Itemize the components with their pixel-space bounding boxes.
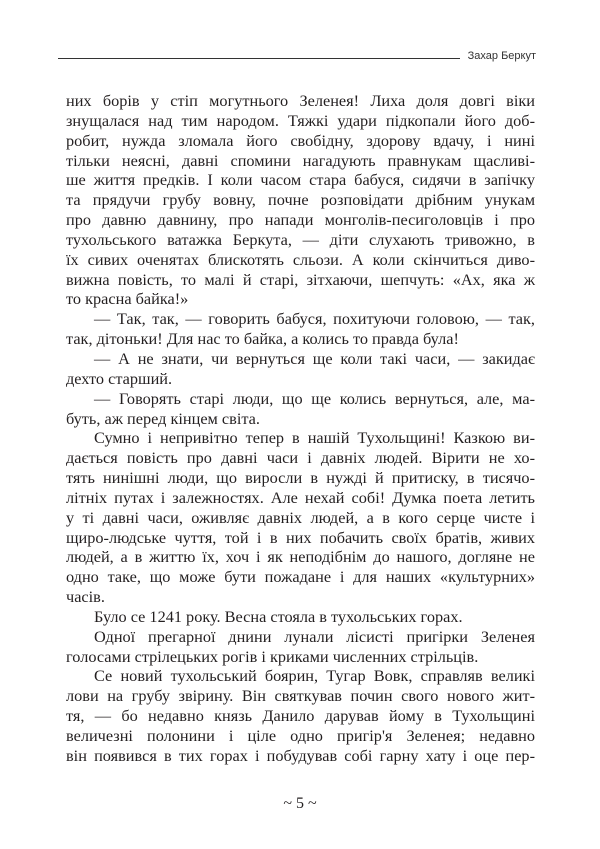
text-line: тя, — бо недавно князь Данило дарував йому в Тухольщині <box>66 706 535 726</box>
text-line: тільки неясні, давні спомини нагадують правнукам щасливі- <box>66 150 535 170</box>
text-line: так, дітоньки! Для нас то байка, а колись то правда була! <box>66 329 459 349</box>
text-line: дається повість про давні часи і давніх людей. Вірити не хо- <box>66 448 535 468</box>
header-rule <box>58 58 460 59</box>
paragraph <box>66 389 535 429</box>
paragraph <box>66 607 535 627</box>
text-line: Се новий тухольський боярин, Тугар Вовк, справляв великі <box>94 666 535 686</box>
text-line: Сумно і непривітно тепер в нашій Тухольщині! Казкою ви- <box>94 428 535 448</box>
text-line: тять нинішні люди, що виросли в нужді й притиску, в тисячо- <box>66 468 535 488</box>
text-line: про давню давнину, про напади монголів-песиголовців і про <box>66 210 535 230</box>
text-line: часів. <box>66 587 105 607</box>
text-line: дехто старший. <box>66 368 173 388</box>
paragraph <box>66 627 535 667</box>
text-line: робит, нужда зломала його свобідну, здорову вдачу, і нині <box>66 130 535 150</box>
text-line: Було се 1241 року. Весна стояла в тухольських горах. <box>94 606 463 626</box>
text-line: — Говорять старі люди, що ще колись вернуться, але, ма- <box>94 388 535 408</box>
text-line: вижна повість, то малі й старі, зітхаючи, шепчуть: «Ах, яка ж <box>66 269 535 289</box>
text-line: тухольського ватажка Беркута, — діти слухають тривожно, в <box>66 229 535 249</box>
text-line: одно таке, що може бути пожадане і для наших «культурних» <box>66 567 535 587</box>
page-number: ~ 5 ~ <box>283 795 317 812</box>
text-line: та прядучи грубу вовну, почне розповідати дрібним унукам <box>66 190 535 210</box>
paragraph <box>66 428 535 607</box>
text-line: буть, аж перед кінцем світа. <box>66 408 260 428</box>
text-line: у ті давні часи, оживляє давніх людей, а в кого серце чисте і <box>66 507 535 527</box>
paragraph <box>66 349 535 389</box>
running-title: Захар Беркут <box>467 50 536 62</box>
paragraph <box>66 666 535 765</box>
text-line: він появився в тих горах і побудував собі гарну хату і оце пер- <box>66 745 535 765</box>
body-text <box>66 91 535 766</box>
text-line: Одної прегарної днини лунали лісисті пригірки Зеленея <box>94 626 535 646</box>
text-line: лови на грубу звірину. Він святкував почин свого нового жит- <box>66 686 535 706</box>
paragraph <box>66 91 535 309</box>
text-line: щиро-людське чуття, той і в них побачить своїх братів, живих <box>66 527 535 547</box>
text-line: людей, а в життю їх, хоч і як неподібнім до нашого, догляне не <box>66 547 535 567</box>
text-line: — Так, так, — говорить бабуся, похитуючи головою, — так, <box>94 309 535 329</box>
text-line: голосами стрілецьких рогів і криками численних стрільців. <box>66 646 479 666</box>
text-line: величезні полонини і ціле одно пригір'я Зеленея; недавно <box>66 726 535 745</box>
text-line: — А не знати, чи вернуться ще коли такі часи, — закидає <box>94 348 535 368</box>
paragraph <box>66 309 535 349</box>
text-line: літніх путах і залежностях. Але нехай собі! Думка поета летить <box>66 487 535 507</box>
text-line: знущалася над тим народом. Тяжкі удари підкопали його доб- <box>66 110 535 130</box>
text-line: них борів у стіп могутнього Зеленея! Лиха доля довгі віки <box>66 91 535 110</box>
text-line: їх сивих оченятах блискотять сльози. А коли скінчиться диво- <box>66 249 535 269</box>
text-line: то красна байка!» <box>66 289 189 309</box>
text-line: ше життя предків. І коли часом стара бабуся, сидячи в запічку <box>66 170 535 190</box>
